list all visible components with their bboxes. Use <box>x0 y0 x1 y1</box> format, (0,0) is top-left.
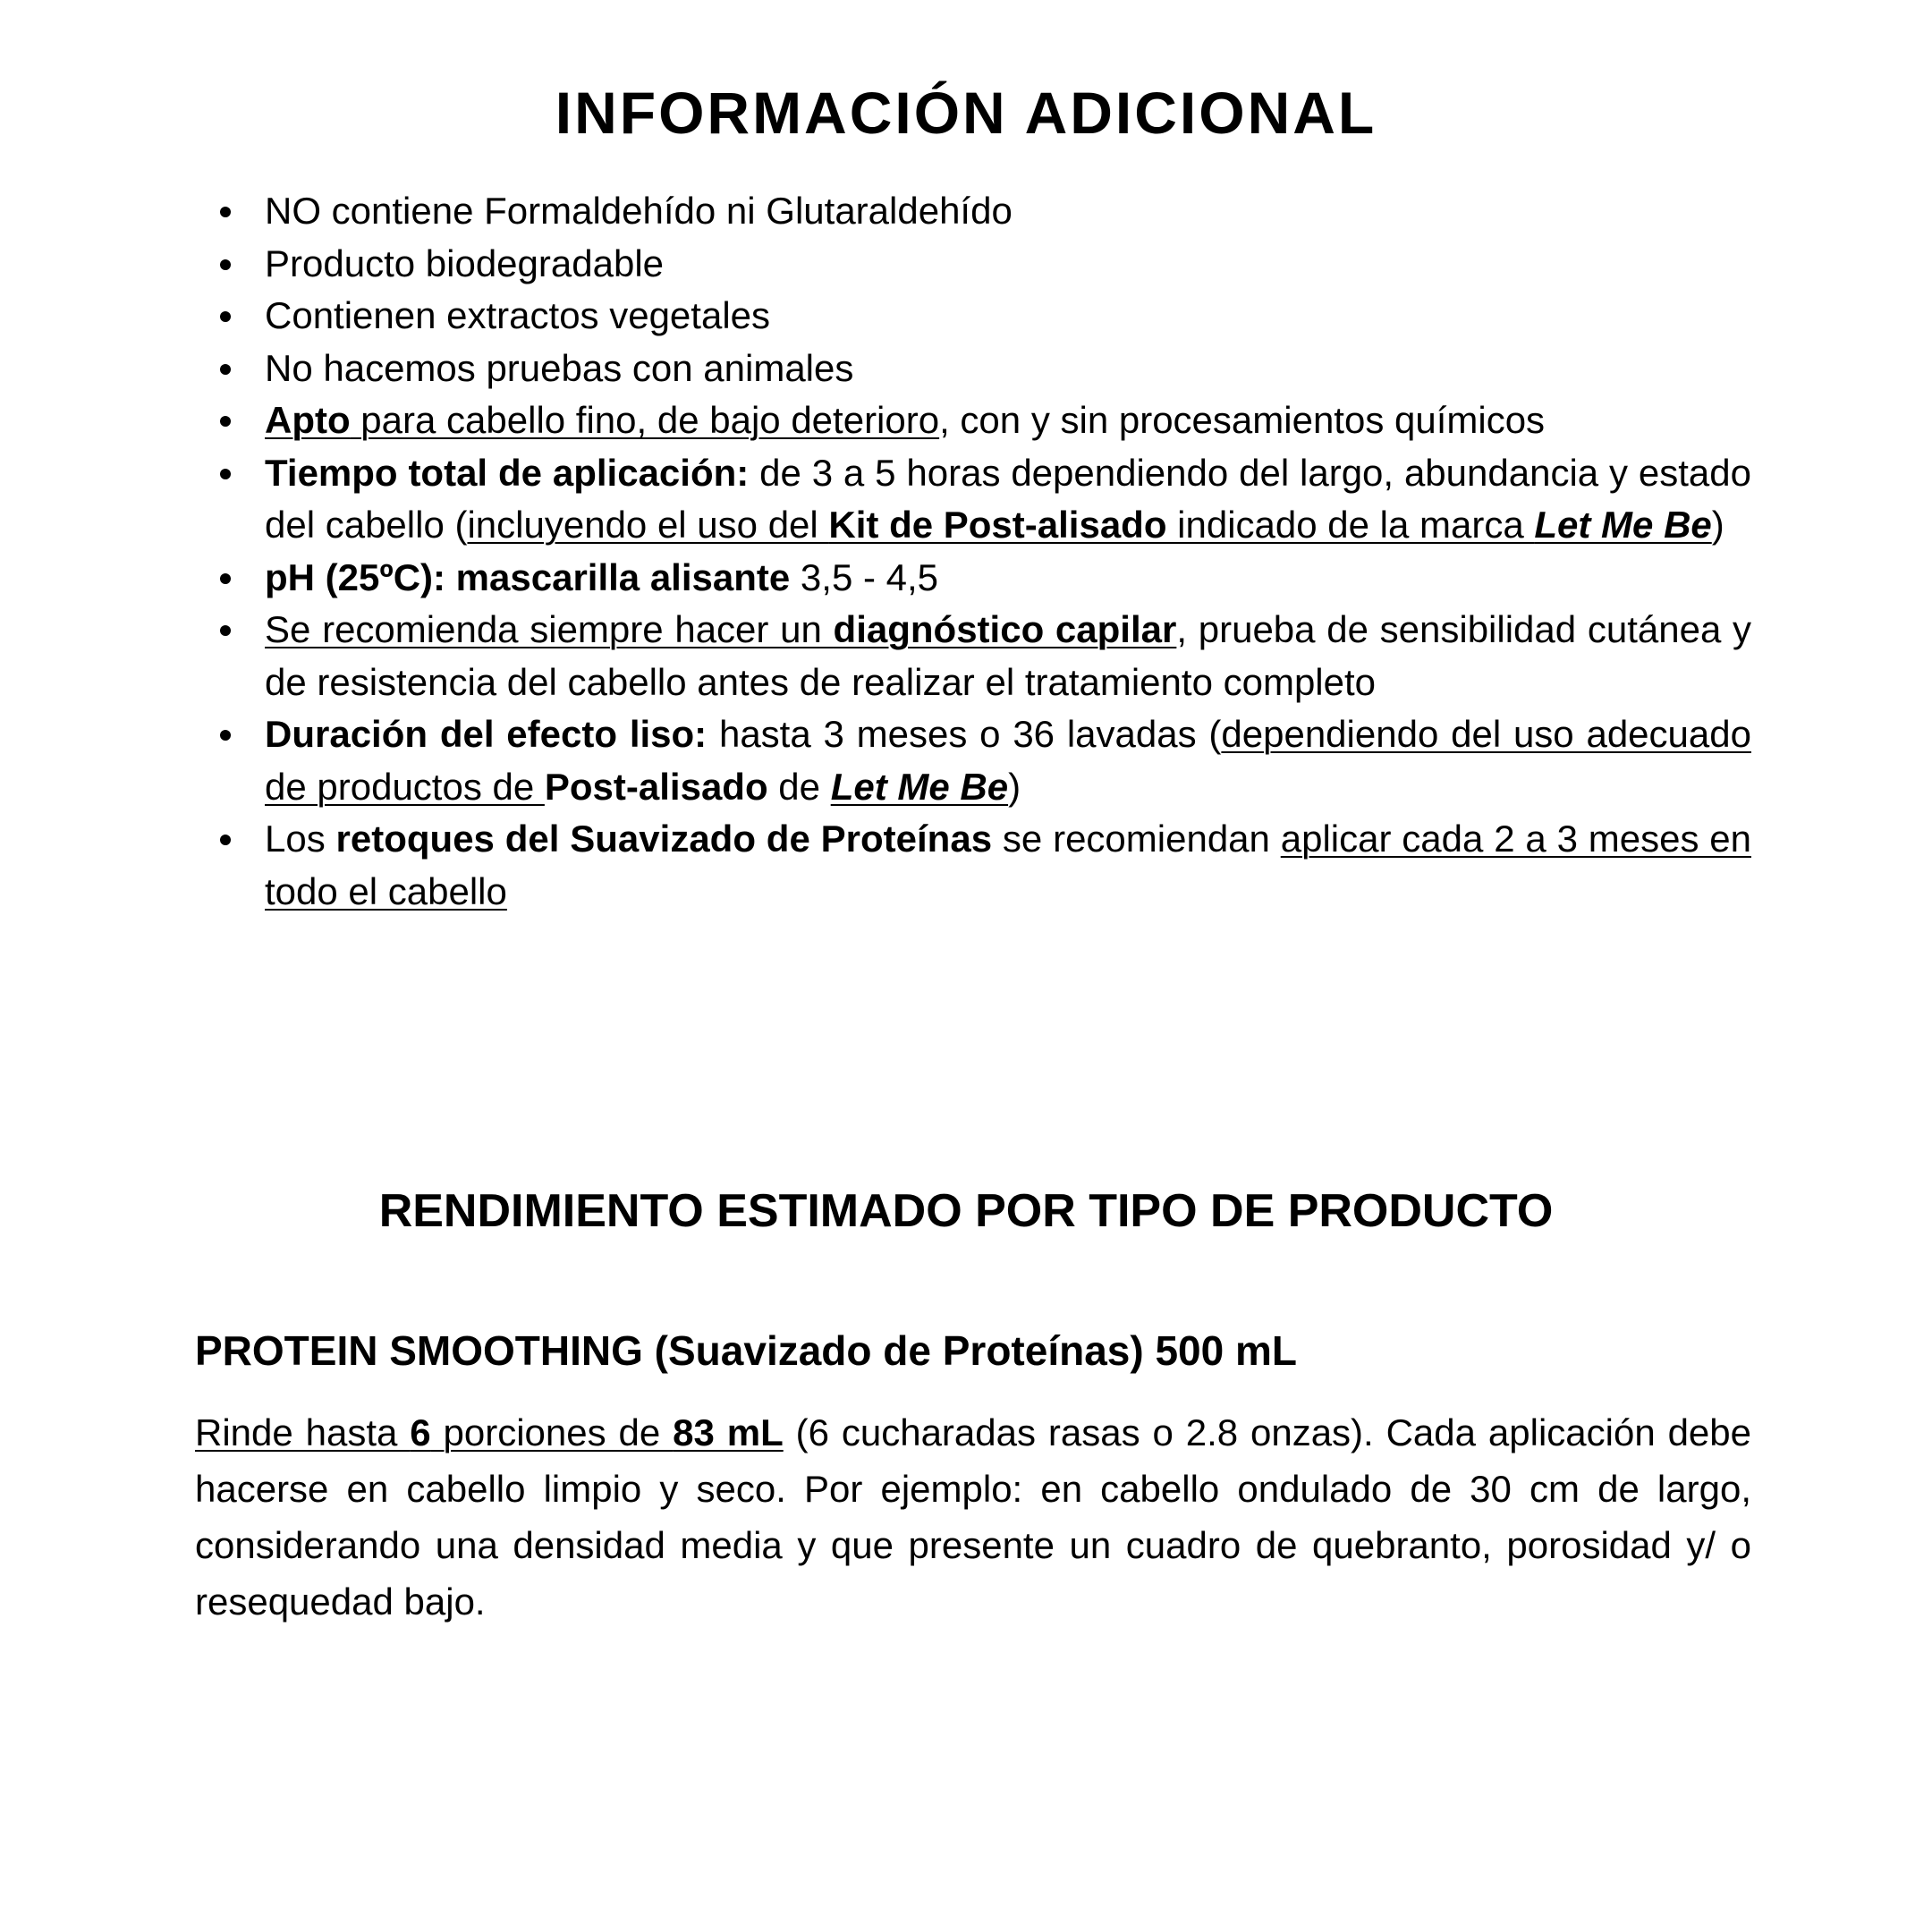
underlined-text: aplicar cada 2 a 3 meses en todo el cabello <box>265 818 1751 912</box>
application-time-label: Tiempo total de aplicación: <box>265 451 750 494</box>
duration-label: Duración del efecto liso: <box>265 713 708 755</box>
item-text: , prueba de sensibilidad cutánea y de resistencia del cabello antes de realizar el tratamiento completo <box>265 608 1752 703</box>
list-item <box>265 185 1751 238</box>
item-text: ) <box>1711 504 1724 546</box>
list-item <box>265 238 1751 291</box>
brand-name: Let Me Be <box>830 765 1009 808</box>
underlined-text: Se recomienda siempre hacer un <box>265 608 834 650</box>
item-text: de 3 a 5 horas dependiendo del largo, abundancia y estado del cabello ( <box>265 451 1751 546</box>
brand-name: Let Me Be <box>1534 504 1712 546</box>
diagnosis-term: diagnóstico capilar <box>833 608 1177 650</box>
post-alisado-term: Post-alisado <box>544 765 768 808</box>
touchups-label: retoques del Suavizado de Proteínas <box>335 818 993 860</box>
item-text: ) <box>1008 765 1021 808</box>
apto-label: Apto <box>265 399 351 441</box>
underlined-text: porciones de <box>430 1411 674 1453</box>
item-text: , con y sin procesamientos químicos <box>939 399 1546 441</box>
kit-name: Kit de Post-alisado <box>828 504 1167 546</box>
underlined-text: dependiendo del uso adecuado de productos de <box>265 713 1751 808</box>
additional-info-list <box>195 185 1751 918</box>
page-title: INFORMACIÓN ADICIONAL <box>555 80 1377 146</box>
paragraph-text: (6 cucharadas rasas o 2.8 onzas). Cada aplicación debe hacerse en cabello limpio y seco. Por ejemplo: en cabello ondulado de 30 cm de largo, considerando una densidad media y que presente un cuadro de quebranto, porosidad y/ o resequedad bajo. <box>195 1411 1751 1623</box>
section-title: RENDIMIENTO ESTIMADO POR TIPO DE PRODUCTO <box>378 1185 1554 1237</box>
list-item <box>265 447 1751 552</box>
item-text: Los <box>265 818 336 860</box>
portion-size: 83 mL <box>673 1411 784 1453</box>
list-item <box>265 813 1751 918</box>
underlined-text: Rinde hasta <box>195 1411 411 1453</box>
ph-label: pH (25ºC): mascarilla alisante <box>265 555 791 598</box>
item-text: Contienen extractos vegetales <box>265 294 771 336</box>
item-text: de <box>767 765 831 808</box>
list-item <box>265 343 1751 395</box>
item-text: NO contiene Formaldehído ni Glutaraldehído <box>265 190 1013 232</box>
list-item <box>265 290 1751 343</box>
item-text: Producto biodegradable <box>265 242 665 284</box>
list-item <box>265 604 1751 708</box>
list-item <box>265 394 1751 447</box>
product-yield-paragraph <box>195 1404 1751 1630</box>
portion-count: 6 <box>410 1411 431 1453</box>
suitable-text: para cabello fino, de bajo deterioro <box>350 399 940 441</box>
list-item <box>265 708 1751 813</box>
item-text: se recomiendan <box>992 818 1281 860</box>
list-item <box>265 552 1751 605</box>
item-text: hasta 3 meses o 36 lavadas ( <box>707 713 1222 755</box>
ph-value: 3,5 - 4,5 <box>790 555 939 598</box>
product-heading: PROTEIN SMOOTHING (Suavizado de Proteínas) 500 mL <box>195 1327 1298 1374</box>
underlined-text: indicado de la marca <box>1166 504 1535 546</box>
item-text: No hacemos pruebas con animales <box>265 346 854 389</box>
underlined-text: incluyendo el uso del <box>467 504 829 546</box>
